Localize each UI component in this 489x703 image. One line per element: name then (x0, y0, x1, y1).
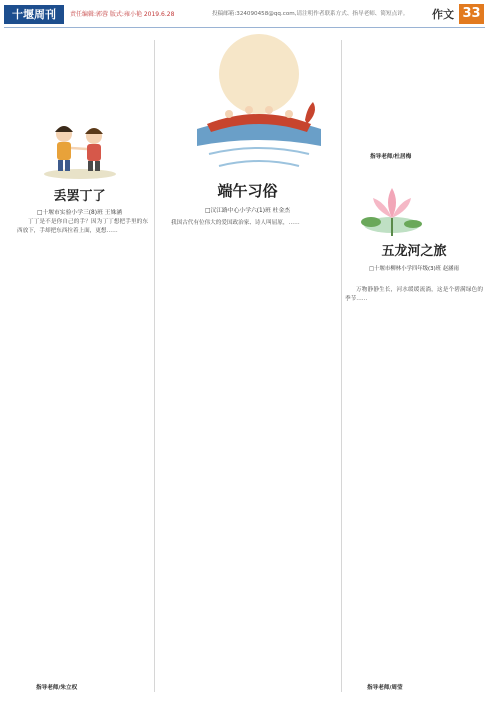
kids-illustration (40, 118, 120, 184)
editor-info: 责任编辑:郭蓉 版式:雍小艳 2019.6.28 (70, 11, 175, 18)
article-3-heading (345, 240, 483, 280)
article-2-teacher: 指导老师/杜居梅 (370, 154, 412, 160)
header-rule (4, 27, 485, 28)
article-1-body (17, 218, 148, 658)
page-number: 33 (459, 4, 484, 24)
article-3-byline: □十堰市柳林小学四年级(3)班 赵涵雨 (369, 266, 459, 272)
column-divider (154, 40, 155, 692)
article-3-teacher: 指导老师/周莹 (367, 685, 403, 691)
lotus-illustration (357, 170, 427, 244)
article-2-heading (160, 180, 335, 220)
article-2-title: 端午习俗 (217, 182, 278, 200)
page-header (0, 0, 489, 30)
article-3-paragraph: 万物静静生长，河水缓缓流淌，这是个碧满绿色的季节…… (345, 287, 483, 303)
masthead: 十堰周刊 (4, 5, 64, 24)
article-1-heading (17, 185, 142, 216)
contact-info: 投稿邮箱:324090458@qq.com,请注明作者联系方式、指导老师、简短点评。 (212, 11, 409, 17)
article-1-paragraph: 丁丁是不是你自己的手？因为丁丁想把手里的东西放下，手却把东西拉着上面，更想…… (17, 219, 148, 235)
dragon-boat-illustration (189, 34, 329, 188)
article-3-body (345, 286, 483, 674)
article-2-paragraph: 我国古代有位伟大的爱国政治家、诗人叫屈原，…… (171, 220, 300, 226)
column-divider (341, 40, 342, 692)
article-1-teacher: 指导老师/朱立权 (36, 685, 78, 691)
article-2-continuation (345, 40, 483, 150)
article-2-body (160, 219, 338, 699)
article-1-title: 丢罢丁了 (53, 189, 106, 204)
article-1-byline: □十堰市实验小学三(8)班 王姝涵 (36, 210, 123, 216)
article-2-byline: □汉江路中心小学六(1)班 杜金杰 (204, 208, 291, 214)
section-name: 作文 (432, 8, 454, 21)
article-3-title: 五龙河之旅 (381, 244, 447, 259)
